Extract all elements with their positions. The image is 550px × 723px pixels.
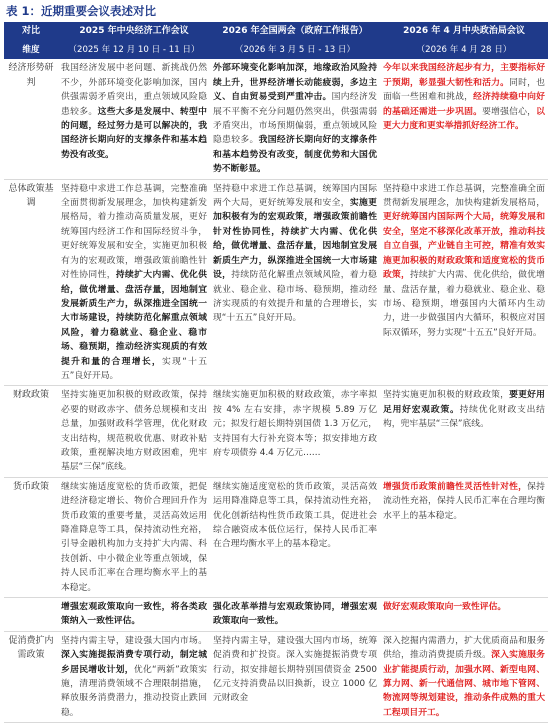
col-header-1: 2025 年中央经济工作会议 <box>58 22 210 40</box>
table-row <box>4 386 548 477</box>
cell-col-2 <box>210 179 380 386</box>
table-title: 表 1：近期重要会议表述对比 <box>6 4 157 18</box>
cell-text-segment: 今年以来我国经济起步有力，主要指标好于预期，彰显强大韧性和活力。 <box>383 63 545 88</box>
cell-text-segment: 坚持实施更加积极的财政政策，保持必要的财政赤字、债务总规模和支出总量，加强财政科学管理，优化财政支出结构，规范税收优惠、财政补贴政策，重视解决地方财政困难，兜牢基层“三保”底线。 <box>61 390 207 473</box>
table-row <box>4 59 548 179</box>
cell-text-segment: 坚持内需主导，建设强大国内市场，统筹促消费和扩投资。深入实施提振消费专项行动，拟安排超长期特别国债资金 2500 亿元支持消费品以旧换新，设立 1000 亿元财政金 <box>213 635 377 704</box>
cell-col-3 <box>380 631 548 722</box>
cell-text-segment: 持续防范化解重点领域风险，着力稳就业、稳企业、稳市场、稳预期，推动经济实现质的有效提升和量的合理增长，实现“十五五”良好开局。 <box>213 270 377 324</box>
cell-text-segment: 继续实施适度宽松的货币政策，把促进经济稳定增长、物价合理回升作为货币政策的重要考量，灵活高效运用降准降息等工具，保持流动性充裕，引导金融机构加力支持扩大内需、科技创新、中小微企业等重点领域，保持人民币汇率在合理均衡水平上的基本稳定。 <box>61 481 207 593</box>
cell-text-segment: 外部环境变化影响加深，地缘政治风险持续上升，世界经济增长动能疲弱，多边主义、自由贸易受到严重冲击。 <box>213 63 377 103</box>
cell-text-segment: 增强货币政策前瞻性灵活性针对性， <box>383 481 528 492</box>
cell-text-segment: 坚持内需主导，建设强大国内市场。 <box>61 635 207 646</box>
cell-text-segment: 坚持稳中求进工作总基调，统筹国内国际两个大局，更好统筹发展和安全， <box>213 183 377 209</box>
cell-text-segment: 经济持续稳中向好的基础还需进一步巩固。 <box>383 92 545 117</box>
comparison-table <box>4 22 548 723</box>
row-dimension: 总体政策基调 <box>4 179 58 386</box>
row-dimension <box>4 598 58 632</box>
cell-col-2 <box>210 386 380 477</box>
table-row <box>4 179 548 386</box>
cell-text-segment: 持续扩大内需、优化供给，做优增量、盘活存量，因地制宜发展新质生产力，纵深推进全国统一大市场建设，持续防范化解重点领域风险，着力稳就业、稳企业、稳市场、稳预期，推动经济实现质的有效提升和量的合理增长， <box>61 270 207 367</box>
cell-text-segment: 实施更加积极有为的宏观政策，增强政策前瞻性针对性协同性，持续扩大内需、优化供给，做优增量、盘活存量，因地制宜发展新质生产力，纵深推进全国统一大市场建设， <box>213 198 377 281</box>
col-header-3: 2026 年 4 月中央政治局会议 <box>380 22 548 40</box>
row-dimension: 货币政策 <box>4 477 58 597</box>
cell-col-1 <box>58 386 210 477</box>
cell-text-segment: 国内经济发展不平衡不充分问题仍然突出，供强需弱矛盾突出，市场预期偏弱，重点领域风险隐患较多。 <box>213 92 377 146</box>
cell-col-1 <box>58 179 210 386</box>
header-row-dates <box>4 40 548 59</box>
cell-text-segment: 坚持实施更加积极的财政政策， <box>383 390 510 401</box>
cell-text-segment: 这些大多是发展中、转型中的问题，经过努力是可以解决的，我国经济长期向好的支撑条件和基本趋势没有改变。 <box>61 106 207 160</box>
cell-text-segment: 要更好用足用好宏观政策。 <box>383 390 545 415</box>
cell-text-segment: 做好宏观政策取向一致性评估。 <box>383 602 507 613</box>
cell-text-segment: 持续优化财政支出结构，兜牢基层“三保”底线。 <box>383 404 545 430</box>
cell-text-segment: 坚持稳中求进工作总基调，完整准确全面贯彻新发展理念，加快构建新发展格局， <box>383 183 545 209</box>
header-row-names <box>4 22 548 40</box>
cell-col-3 <box>380 477 548 597</box>
cell-text-segment: 持续扩大内需、优化供给，做优增量、盘活存量，着力稳就业、稳企业、稳市场、稳预期，增强国内大循环内生动力，进一步做强国内大循环，积极应对国际双循环，努力实现“十五五”良好开局。 <box>383 270 545 338</box>
cell-text-segment: 我国经济发展中老问题、新挑战仍然不少，外部环境变化影响加深，国内供强需弱矛盾突出，重点领域风险隐患较多。 <box>61 63 207 117</box>
cell-col-1 <box>58 59 210 179</box>
cell-col-3 <box>380 179 548 386</box>
table-row <box>4 631 548 722</box>
cell-text-segment: 同时，也面临一些困难和挑战， <box>383 77 545 103</box>
cell-text-segment: 保持流动性充裕，保持人民币汇率在合理均衡水平上的基本稳定。 <box>383 481 545 521</box>
cell-col-2 <box>210 477 380 597</box>
table-body <box>4 59 548 722</box>
cell-text-segment: 更好统筹国内国际两个大局，统筹发展和安全，坚定不移深化改革开放，推动科技自立自强，产业链自主可控，精准有效实施更加积极的财政政策和适度宽松的货币政策， <box>383 212 545 281</box>
cell-col-3 <box>380 386 548 477</box>
table-row <box>4 477 548 597</box>
cell-text-segment: 强化改革举措与宏观政策协同，增强宏观政策取向一致性。 <box>213 602 377 627</box>
table-row <box>4 598 548 632</box>
cell-text-segment: 深入实施提振消费专项行动，制定城乡居民增收计划， <box>61 650 207 675</box>
cell-col-1 <box>58 631 210 722</box>
col-date-1: （2025 年 12 月 10 日 - 11 日） <box>58 40 210 59</box>
cell-col-1 <box>58 477 210 597</box>
dimension-header-top: 对比 <box>4 22 58 40</box>
row-dimension: 促消费扩内需政策 <box>4 631 58 722</box>
cell-col-2 <box>210 598 380 632</box>
cell-text-segment: 我国经济长期向好的支撑条件和基本趋势没有改变，制度优势和大国优势不断彰显。 <box>213 135 377 175</box>
row-dimension: 经济形势研判 <box>4 59 58 179</box>
cell-text-segment: 深入实施服务业扩能提质行动，加强水网、新型电网、算力网、新一代通信网、城市地下管网、物流网等规划建设，推动条件成熟的重大工程项目开工。 <box>383 650 545 718</box>
cell-text-segment: 优化“两新”政策实施，清理消费领域不合理限制措施，释放服务消费潜力，推动投资止跌回稳。 <box>61 664 207 718</box>
cell-text-segment: 要增强信心， <box>482 106 537 117</box>
col-header-2: 2026 年全国两会（政府工作报告） <box>210 22 380 40</box>
cell-text-segment: 以更大力度和更实举措抓好经济工作。 <box>383 106 545 132</box>
cell-col-3 <box>380 59 548 179</box>
cell-text-segment: 增强宏观政策取向一致性，将各类政策纳入一致性评估。 <box>61 602 207 627</box>
cell-col-2 <box>210 631 380 722</box>
cell-text-segment: 深入挖掘内需潜力，扩大优质商品和服务供给，推动消费提质升级。 <box>383 635 545 661</box>
cell-text-segment: 实现“十五五”良好开局。 <box>61 356 207 381</box>
cell-col-2 <box>210 59 380 179</box>
cell-text-segment: 坚持稳中求进工作总基调，完整准确全面贯彻新发展理念，加快构建新发展格局，着力推动高质量发展，更好统筹国内经济工作和国际经贸斗争，更好统筹发展和安全，实施更加积极有为的宏观政策，增强政策前瞻性针对性协同性， <box>61 183 207 281</box>
dimension-header-bottom: 维度 <box>4 40 58 59</box>
row-dimension: 财政政策 <box>4 386 58 477</box>
col-date-2: （2026 年 3 月 5 日 - 13 日） <box>210 40 380 59</box>
cell-col-1 <box>58 598 210 632</box>
col-date-3: （2026 年 4 月 28 日） <box>380 40 548 59</box>
cell-text-segment: 继续实施更加积极的财政政策，赤字率拟按 4% 左右安排，赤字规模 5.89 万亿元；拟发行超长期特别国债 1.3 万亿元，支持国有大行补充资本等；拟安排地方政府专项债券 4.4 万亿元…… <box>213 390 377 458</box>
cell-col-3 <box>380 598 548 632</box>
cell-text-segment: 继续实施适度宽松的货币政策，灵活高效运用降准降息等工具，保持流动性充裕，优化创新结构性货币政策工具，促进社会综合融资成本低位运行，保持人民币汇率在合理均衡水平上的基本稳定。 <box>213 481 377 550</box>
